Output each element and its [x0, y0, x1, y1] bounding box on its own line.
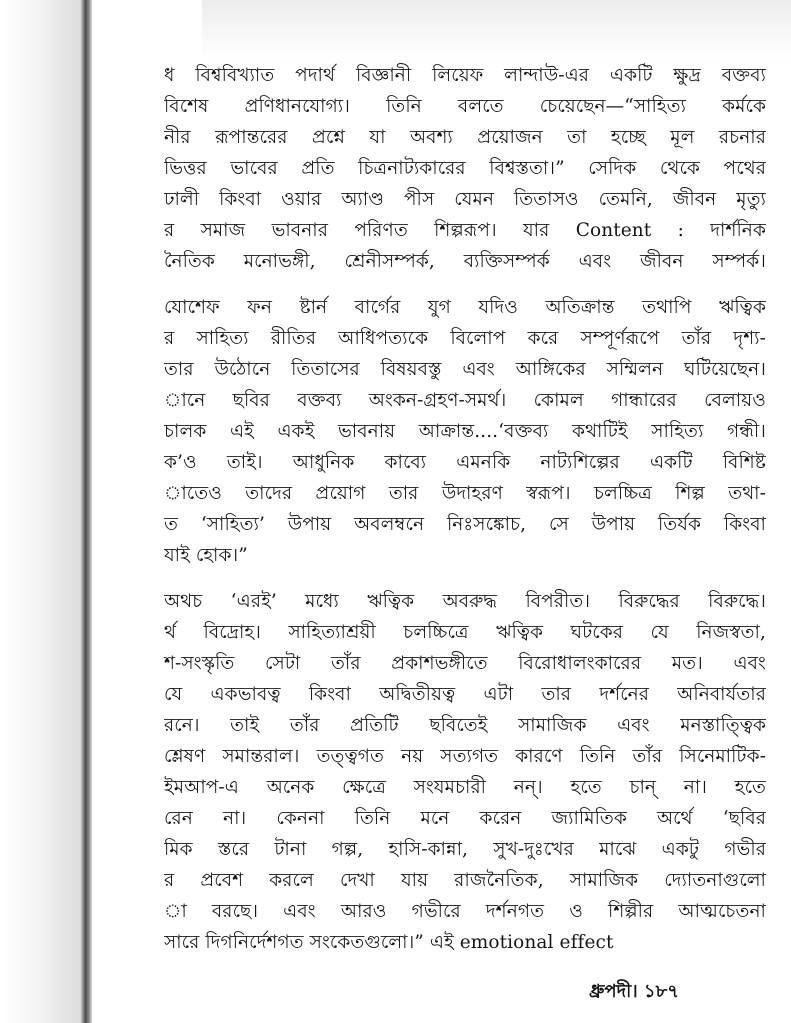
text-line: র্থ বিদ্রোহ। সাহিত্যাশ্রয়ী চলচ্চিত্রে ঋত্বিক ঘটকের যে নিজস্বতা, — [164, 622, 766, 643]
text-line: অথচ ‘এরই’ মধ্যে ঋত্বিক অবরুদ্ধ বিপরীত। বিরুদ্ধের বিরুদ্ধে। — [164, 591, 766, 612]
text-line: শ-সংস্কৃতি সেটা তাঁর প্রকাশভঙ্গীতে বিরোধালংকারের মত। এবং — [164, 653, 766, 674]
paragraph — [164, 292, 766, 571]
paragraph — [164, 586, 766, 958]
text-line: নীর রূপান্তরের প্রশ্নে যা অবশ্য প্রয়োজন তা হচ্ছে মূল রচনার — [164, 127, 766, 148]
text-line: ভিত্তর ভাবের প্রতি চিত্রনাট্যকারের বিশ্বস্ততা।” সেদিক থেকে পথের — [164, 158, 766, 179]
text-line: ইমআপ-এ অনেক ক্ষেত্রে সংযমচারী নন্। হতে চান্ না। হতে — [164, 777, 766, 798]
paragraph — [164, 60, 766, 277]
text-line: যোশেফ ফন ষ্টার্ন বার্গের যুগ যদিও অতিক্রান্ত তথাপি ঋত্বিক — [164, 297, 766, 318]
show-through-bleed — [202, 0, 791, 60]
paragraph-gap — [164, 571, 766, 586]
text-line: সারে দিগনির্দেশগত সংকেতগুলো।” এই emotional effect — [164, 932, 614, 953]
text-line: নৈতিক মনোভঙ্গী, শ্রেনীসম্পর্ক, ব্যক্তিসম্পর্ক এবং জীবন সম্পর্ক। — [164, 251, 766, 272]
text-line: রনে। তাই তাঁর প্রতিটি ছবিতেই সামাজিক এবং মনস্তাত্ত্বিক — [164, 715, 766, 736]
text-line: ঢালী কিংবা ওয়ার অ্যাণ্ড পীস যেমন তিতাসও তেমনি, জীবন মৃত্যু — [164, 189, 766, 210]
text-line: মিক স্তরে টানা গল্প, হাসি-কান্না, সুখ-দুঃখের মাঝে একটু গভীর — [164, 839, 766, 860]
text-line: র প্রবেশ করলে দেখা যায় রাজনৈতিক, সামাজিক দ্যোতনাগুলো — [164, 870, 766, 891]
text-line: তার উঠোনে তিতাসের বিষয়বস্তু এবং আঙ্গিকের সম্মিলন ঘটিয়েছেন। — [164, 359, 766, 380]
text-line: বিশেষ প্রণিধানযোগ্য। তিনি বলতে চেয়েছেন—“সাহিত্য কর্মকে — [164, 96, 766, 117]
page-folio: ধ্রুপদী। ১৮৭ — [589, 981, 679, 1002]
text-line: রেন না। কেননা তিনি মনে করেন জ্যামিতিক অর্থে ‘ছবির — [164, 808, 766, 829]
book-gutter-shadow — [80, 0, 92, 1023]
text-line: ক’ও তাই। আধুনিক কাব্যে এমনকি নাট্যশিল্পের একটি বিশিষ্ট — [164, 452, 766, 473]
text-line: যে একভাবত্ব কিংবা অদ্বিতীয়ত্ব এটা তার দর্শনের অনিবার্যতার — [164, 684, 766, 705]
text-line: ানে ছবির বক্তব্য অংকন-গ্রহণ-সমর্থ। কোমল গান্ধারের বেলায়ও — [164, 390, 766, 411]
text-line: াতেও তাদের প্রয়োগ তার উদাহরণ স্বরূপ। চলচ্চিত্র শিল্প তথা- — [164, 483, 766, 504]
text-line: ত ‘সাহিত্য’ উপায় অবলম্বনে নিঃসঙ্কোচ, সে উপায় তির্যক কিংবা — [164, 514, 766, 535]
text-line: শ্লেষণ সমান্তরাল। তত্ত্বগত নয় সত্যগত কারণে তিনি তাঁর সিনেমাটিক- — [164, 746, 766, 767]
text-line: চালক এই একই ভাবনায় আক্রান্ত....‘বক্তব্য কথাটিই সাহিত্য গন্ধী। — [164, 421, 766, 442]
body-text — [164, 60, 766, 958]
text-line: ধ বিশ্ববিখ্যাত পদার্থ বিজ্ঞানী লিয়েফ লান্দাউ-এর একটি ক্ষুদ্র বক্তব্য — [164, 65, 766, 86]
paragraph-gap — [164, 277, 766, 292]
outer-page-margin — [0, 0, 86, 1023]
text-line: যাই হোক।” — [164, 545, 248, 566]
text-line: র সাহিত্য রীতির আধিপত্যকে বিলোপ করে সম্পূর্ণরূপে তাঁর দৃশ্য- — [164, 328, 766, 349]
text-line: র সমাজ ভাবনার পরিণত শিল্পরূপ। যার Content : দার্শনিক — [164, 220, 766, 241]
text-line: া বরছে। এবং আরও গভীরে দর্শনগত ও শিল্পীর আত্মচেতনা — [164, 901, 766, 922]
book-page — [92, 0, 791, 1023]
